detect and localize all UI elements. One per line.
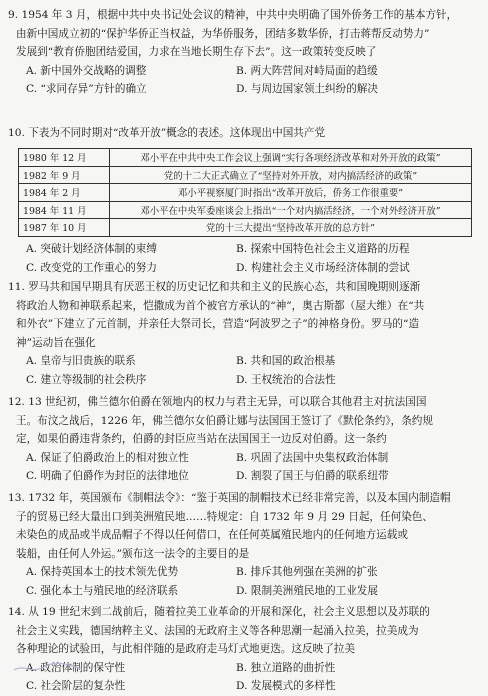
table-cell-date: 1980 年 12 月 <box>19 149 110 167</box>
question-10 <box>8 124 480 143</box>
question-9 <box>8 6 480 99</box>
option-a[interactable]: A. 皇帝与旧贵族的联系 <box>26 355 136 368</box>
table-cell-text: 邓小平在中央军委座谈会上指出“一个对内搞活经济，一个对外经济开放” <box>110 201 472 219</box>
question-stem <box>8 603 480 659</box>
stem-line: 12. 13 世纪初，佛兰德尔伯爵在领地内的权力与君主无异，可以联合其他君主对抗法国国 <box>8 396 427 408</box>
option-b[interactable]: B. 独立道路的曲折性 <box>236 661 336 674</box>
option-c[interactable]: C. “求同存异”方针的确立 <box>26 83 147 96</box>
option-c[interactable]: C. 强化本土与殖民地的经济联系 <box>26 584 179 597</box>
stem-line: 9. 1954 年 3 月，根据中共中央书记处会议的精神，中共中央明确了国外侨务工作的基本方针， <box>8 9 458 21</box>
option-b[interactable]: B. 共和国的政治根基 <box>236 355 336 368</box>
option-a[interactable]: A. 新中国外交战略的调整 <box>26 64 147 77</box>
table-row <box>19 201 472 219</box>
option-b[interactable]: B. 两大阵营间对峙局面的趋缓 <box>236 64 378 77</box>
stem-line: 定，如果伯爵违背条约，伯爵的封臣应当站在法国国王一边反对伯爵。这一条约 <box>16 433 387 446</box>
options <box>8 449 480 486</box>
question-11 <box>8 278 480 390</box>
question-stem <box>8 6 480 62</box>
option-b[interactable]: B. 巩固了法国中央集权政治体制 <box>236 451 389 464</box>
option-d[interactable]: D. 与周边国家领土纠纷的解决 <box>236 83 378 96</box>
stem-line: 13. 1732 年，英国颁布《制帽法令》：“鉴于英国的制帽技术已经非常完善，以及本国内制造帽 <box>8 492 451 504</box>
stem-line: 10. 下表为不同时期对“改革开放”概念的表述。这体现出中国共产党 <box>8 127 326 139</box>
options <box>8 563 480 600</box>
stem-line: 未染色的成品或半成品帽子不得以任何借口，在任何英属殖民地内的任何地方运载或 <box>16 529 408 542</box>
question-stem <box>8 278 480 352</box>
option-d[interactable]: D. 割裂了国王与伯爵的联系纽带 <box>236 470 389 483</box>
question-stem <box>8 393 480 449</box>
table-cell-text: 邓小平在中共中央工作会议上强调“实行各项经济改革和对外开放的政策” <box>110 149 472 167</box>
option-c[interactable]: C. 社会阶层的复杂性 <box>26 680 126 693</box>
table-cell-date: 1984 年 11 月 <box>19 201 110 219</box>
stem-line: 11. 罗马共和国早期具有厌恶王权的历史记忆和共和主义的民族心态，共和国晚期则逐渐 <box>8 281 421 293</box>
question-13 <box>8 489 480 601</box>
table-cell-text: 党的十三大提出“坚持改革开放的总方针” <box>110 219 472 237</box>
option-a[interactable]: A. 突破计划经济体制的束缚 <box>26 243 157 255</box>
stem-line: 和外衣”下建立了元首制，并亲任大祭司长，营造“阿波罗之子”的神格身份。罗马的“造 <box>16 318 420 331</box>
option-d[interactable]: D. 限制美洲殖民地的工业发展 <box>236 584 378 597</box>
question-12 <box>8 393 480 486</box>
stem-line: 由新中国成立初的“保护华侨正当权益，为华侨服务，团结多数华侨，打击蒋帮反动势力” <box>16 27 430 40</box>
question-10-options <box>8 240 480 277</box>
option-b[interactable]: B. 排斥其他列强在美洲的扩张 <box>236 566 378 579</box>
table-cell-text: 党的十二大正式确立了“坚持对外开放，对内搞活经济的政策” <box>110 166 472 184</box>
stem-line: 神”运动旨在强化 <box>16 336 96 349</box>
stem-line: 各种理论的试验田，与此相伴随的是政府走马灯式地更迭。这反映了拉美 <box>16 643 355 656</box>
stem-line: 社会主义实践，德国纳粹主义、法国的无政府主义等各种思潮一起涌入拉美，拉美成为 <box>16 624 419 637</box>
table-cell-date: 1987 年 10 月 <box>19 219 110 237</box>
table-cell-date: 1982 年 9 月 <box>19 166 110 184</box>
option-b[interactable]: B. 探索中国特色社会主义道路的历程 <box>236 243 410 255</box>
table-row <box>19 184 472 202</box>
handwritten-scribble <box>10 658 90 676</box>
question-14 <box>8 603 480 696</box>
stem-line: 发展到“教育侨胞团结爱国，力求在当地长期生存下去”。这一政策转变反映了 <box>16 46 377 59</box>
option-d[interactable]: D. 发展模式的多样性 <box>236 680 336 693</box>
option-c[interactable]: C. 改变党的工作重心的努力 <box>26 261 157 274</box>
table-row <box>19 166 472 184</box>
table-cell-date: 1984 年 2 月 <box>19 184 110 202</box>
table-cell-text: 邓小平视察厦门时指出“改革开放后，侨务工作很重要” <box>110 184 472 202</box>
stem-line: 王。布汶之战后，1226 年，佛兰德尔女伯爵让娜与法国国王签订了《默伦条约》，条约规 <box>16 414 433 427</box>
option-d[interactable]: D. 王权统治的合法性 <box>236 373 336 386</box>
option-d[interactable]: D. 构建社会主义市场经济体制的尝试 <box>236 261 410 274</box>
table-row <box>19 149 472 167</box>
reform-opening-table <box>18 148 472 237</box>
option-a[interactable]: A. 保证了伯爵政治上的相对独立性 <box>26 451 189 464</box>
stem-line: 将政治人物和神联系起来，恺撒成为首个被官方承认的“神”，奥古斯都（屋大维）在“共 <box>16 299 425 312</box>
options <box>8 240 480 277</box>
stem-line: 装船，由任何人外运。”颁布这一法令的主要目的是 <box>16 547 250 560</box>
option-a[interactable]: A. 政治体制的保守性 <box>26 661 126 674</box>
option-c[interactable]: C. 明确了伯爵作为封臣的法律地位 <box>26 470 189 483</box>
question-stem <box>8 489 480 563</box>
stem-line: 子的贸易已经大量出口到美洲殖民地……特规定：自 1732 年 9 月 29 日起，任何染色、 <box>16 510 433 523</box>
stem-line: 14. 从 19 世纪末到二战前后，随着拉美工业革命的开展和深化，社会主义思想以及苏联的 <box>8 606 430 618</box>
table-row <box>19 219 472 237</box>
options <box>8 62 480 99</box>
options <box>8 352 480 389</box>
option-c[interactable]: C. 建立等级制的社会秩序 <box>26 373 147 386</box>
option-a[interactable]: A. 保持英国本土的技术领先优势 <box>26 566 179 579</box>
